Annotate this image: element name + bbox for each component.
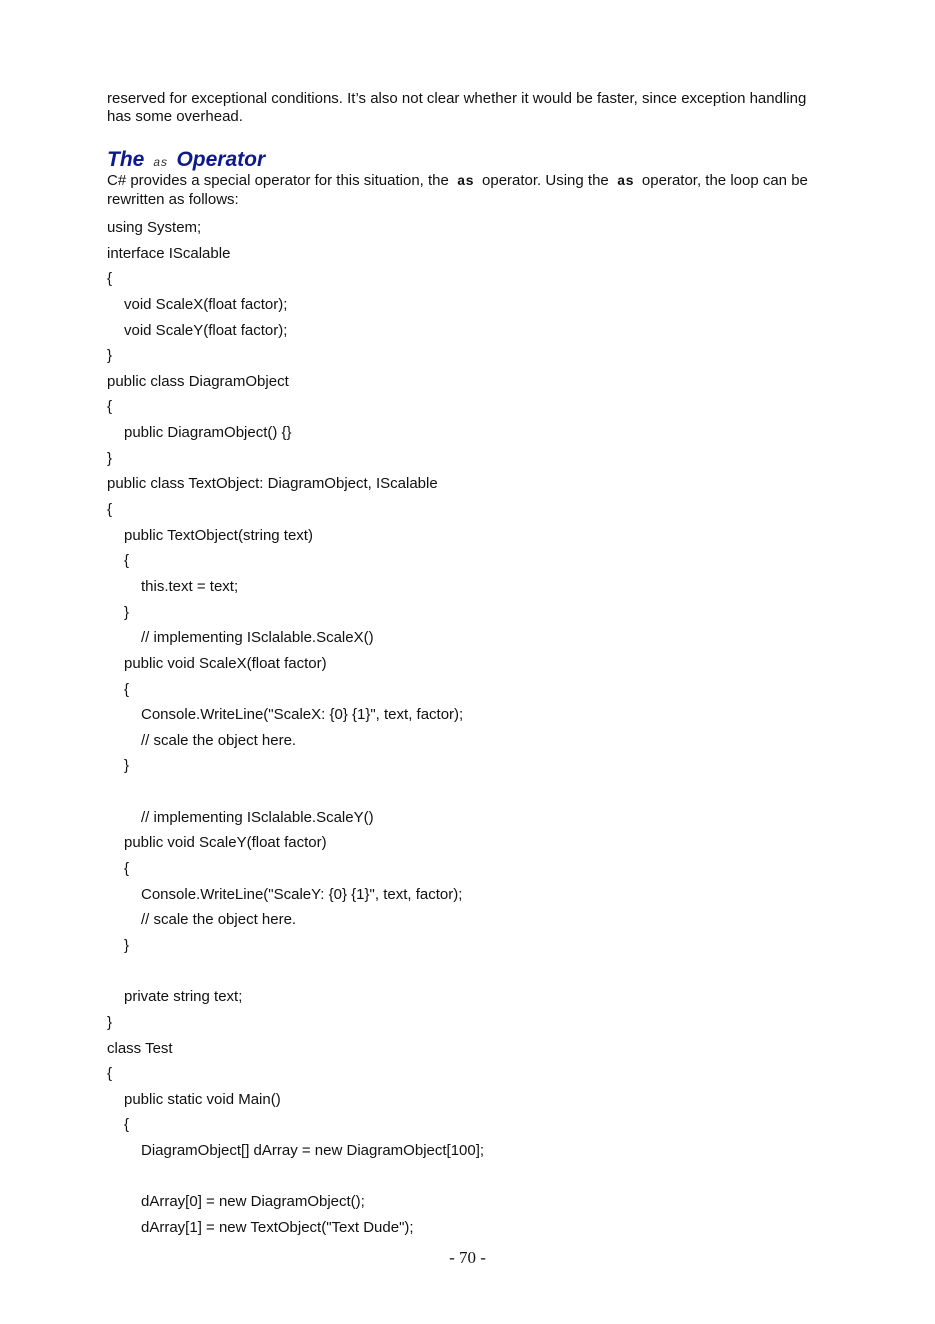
code-line: Console.WriteLine("ScaleX: {0} {1}", text, factor); — [141, 706, 464, 724]
code-line: public static void Main() — [124, 1090, 281, 1108]
code-line: dArray[0] = new DiagramObject(); — [141, 1193, 365, 1211]
code-line: } — [107, 1013, 113, 1031]
code-line: class Test — [107, 1039, 173, 1057]
code-line: { — [124, 552, 130, 570]
code-line: public void ScaleX(float factor) — [124, 654, 327, 672]
code-line: } — [124, 936, 130, 954]
description-text-before: C# provides a special operator for this situation, the — [107, 172, 449, 189]
code-line: Console.WriteLine("ScaleY: {0} {1}", text, factor); — [141, 885, 463, 903]
code-listing — [107, 215, 484, 1241]
code-line: { — [107, 270, 113, 288]
code-line: { — [124, 680, 130, 698]
code-blank-line — [107, 779, 484, 805]
description-text-after: operator, the loop can be rewritten as follows: — [107, 172, 808, 208]
inline-code-as-2: as — [616, 174, 634, 190]
intro-paragraph: reserved for exceptional conditions. It’s also not clear whether it would be faster, since exception handling has some overhead. — [107, 90, 807, 125]
heading-keyword-as: as — [153, 156, 168, 170]
code-line: } — [124, 757, 130, 775]
code-line: dArray[1] = new TextObject("Text Dude"); — [141, 1218, 414, 1236]
code-line: using System; — [107, 219, 202, 236]
code-line: { — [107, 1065, 113, 1083]
heading-word-the: The — [107, 148, 145, 171]
code-line: public class TextObject: DiagramObject, IScalable — [107, 475, 438, 493]
code-line: void ScaleX(float factor); — [124, 295, 288, 313]
description-paragraph — [107, 172, 827, 209]
code-blank-line — [107, 959, 484, 985]
code-line: } — [124, 603, 130, 621]
code-line: { — [107, 501, 113, 519]
code-line: public class DiagramObject — [107, 372, 289, 390]
description-text-middle: operator. Using the — [482, 172, 609, 189]
heading-word-operator: Operator — [176, 148, 266, 171]
code-line: interface IScalable — [107, 244, 231, 262]
code-line: this.text = text; — [141, 577, 239, 595]
code-blank-line — [107, 1164, 484, 1190]
code-line: public void ScaleY(float factor) — [124, 834, 327, 852]
code-line: { — [107, 398, 113, 416]
code-line: // implementing ISclalable.ScaleY() — [141, 808, 374, 826]
code-line: { — [124, 860, 130, 878]
code-line: // scale the object here. — [141, 911, 297, 929]
code-line: } — [107, 449, 113, 467]
page-number: - 70 - — [449, 1248, 486, 1267]
code-line: } — [107, 347, 113, 365]
code-line: DiagramObject[] dArray = new DiagramObject[100]; — [141, 1142, 485, 1160]
code-line: private string text; — [124, 988, 243, 1006]
code-line: { — [124, 1116, 130, 1134]
code-line: public DiagramObject() {} — [124, 424, 292, 442]
code-line: // scale the object here. — [141, 731, 297, 749]
code-line: void ScaleY(float factor); — [124, 321, 288, 339]
code-line: public TextObject(string text) — [124, 526, 313, 544]
code-line: // implementing ISclalable.ScaleX() — [141, 629, 374, 647]
inline-code-as-1: as — [457, 174, 474, 190]
